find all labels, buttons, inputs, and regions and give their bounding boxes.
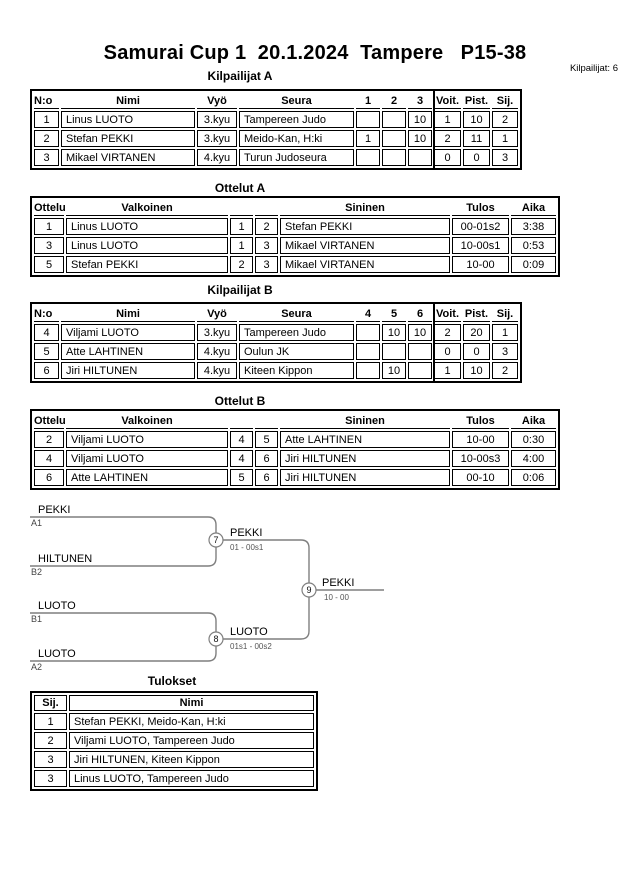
column-header-no: N:o xyxy=(34,306,59,322)
blue-number: 6 xyxy=(255,469,278,486)
competitors-b-table xyxy=(30,302,522,383)
result-name: Stefan PEKKI, Meido-Kan, H:ki xyxy=(69,713,314,730)
column-header-blue: Sininen xyxy=(280,200,450,216)
competitor-row xyxy=(34,324,518,341)
competitors-a-table xyxy=(30,89,522,170)
white-name: Viljami LUOTO xyxy=(66,450,228,467)
score-cell xyxy=(356,343,380,360)
section-title-results: Tulokset xyxy=(147,674,197,688)
result-place: 1 xyxy=(34,713,67,730)
column-header-empty xyxy=(255,413,278,429)
wins-cell: 1 xyxy=(434,362,461,379)
blue-number: 3 xyxy=(255,256,278,273)
white-name: Stefan PEKKI xyxy=(66,256,228,273)
match-9-score: 10 - 00 xyxy=(324,593,349,602)
competitor-row xyxy=(34,343,518,360)
result-place: 3 xyxy=(34,770,67,787)
blue-number: 6 xyxy=(255,450,278,467)
header-row xyxy=(34,93,518,109)
result-row xyxy=(34,751,314,768)
place-cell: 3 xyxy=(492,343,518,360)
column-header-time: Aika xyxy=(511,200,556,216)
match-row xyxy=(34,431,556,448)
bracket-slot-code-b2: B2 xyxy=(31,567,43,577)
competitor-number: 4 xyxy=(34,324,59,341)
competitors-count-label: Kilpailijat: 6 xyxy=(569,63,618,74)
bracket-slot-name-b1: LUOTO xyxy=(38,600,76,612)
match-9-number: 9 xyxy=(306,585,312,595)
score-cell: 10 xyxy=(382,324,406,341)
competitor-club: Turun Judoseura xyxy=(239,149,354,166)
white-number: 1 xyxy=(230,237,253,254)
result-row xyxy=(34,770,314,787)
blue-name: Mikael VIRTANEN xyxy=(280,237,450,254)
match-number: 1 xyxy=(34,218,64,235)
place-cell: 2 xyxy=(492,111,518,128)
column-header-club: Seura xyxy=(239,306,354,322)
bracket-line-b1 xyxy=(30,613,216,632)
competitor-belt: 4.kyu xyxy=(197,362,237,379)
column-header-name: Nimi xyxy=(69,695,314,711)
match-7-score: 01 - 00s1 xyxy=(230,543,264,552)
points-cell: 0 xyxy=(463,343,490,360)
bracket-slot-code-b1: B1 xyxy=(31,614,43,624)
column-header-name: Nimi xyxy=(61,93,195,109)
column-header-time: Aika xyxy=(511,413,556,429)
match-number: 3 xyxy=(34,237,64,254)
white-name: Atte LAHTINEN xyxy=(66,469,228,486)
blue-number: 5 xyxy=(255,431,278,448)
points-cell: 0 xyxy=(463,149,490,166)
match-result: 00-01s2 xyxy=(452,218,509,235)
elimination-bracket xyxy=(0,495,430,685)
score-cell xyxy=(408,149,432,166)
competitor-row xyxy=(34,149,518,166)
white-number: 4 xyxy=(230,431,253,448)
column-header-wins: Voit. xyxy=(434,306,461,322)
score-cell xyxy=(382,130,406,147)
competitor-row xyxy=(34,111,518,128)
match-8-winner: LUOTO xyxy=(230,626,268,638)
wins-cell: 0 xyxy=(434,149,461,166)
match-result: 10-00s3 xyxy=(452,450,509,467)
header-row xyxy=(34,413,556,429)
column-header-place: Sij. xyxy=(34,695,67,711)
matches-b-table xyxy=(30,409,560,490)
result-name: Jiri HILTUNEN, Kiteen Kippon xyxy=(69,751,314,768)
match-result: 10-00 xyxy=(452,256,509,273)
match-row xyxy=(34,469,556,486)
blue-name: Atte LAHTINEN xyxy=(280,431,450,448)
column-header-place: Sij. xyxy=(492,306,518,322)
column-header-points: Pist. xyxy=(463,306,490,322)
blue-number: 2 xyxy=(255,218,278,235)
match-8-score: 01s1 - 00s2 xyxy=(230,642,272,651)
blue-name: Jiri HILTUNEN xyxy=(280,450,450,467)
points-group-divider xyxy=(433,304,435,381)
wins-cell: 2 xyxy=(434,324,461,341)
match-row xyxy=(34,256,556,273)
points-cell: 11 xyxy=(463,130,490,147)
competitor-club: Meido-Kan, H:ki xyxy=(239,130,354,147)
match-8-number: 8 xyxy=(213,634,219,644)
header-row xyxy=(34,306,518,322)
section-title-competitors-a: Kilpailijat A xyxy=(207,69,273,83)
column-header-belt: Vyö xyxy=(197,93,237,109)
competitor-row xyxy=(34,130,518,147)
competitor-club: Oulun JK xyxy=(239,343,354,360)
white-name: Viljami LUOTO xyxy=(66,431,228,448)
place-cell: 3 xyxy=(492,149,518,166)
score-cell: 10 xyxy=(382,362,406,379)
match-9-winner: PEKKI xyxy=(322,577,355,589)
match-time: 0:06 xyxy=(511,469,556,486)
competitor-club: Tampereen Judo xyxy=(239,111,354,128)
place-cell: 1 xyxy=(492,130,518,147)
place-cell: 2 xyxy=(492,362,518,379)
score-cell xyxy=(382,343,406,360)
result-name: Linus LUOTO, Tampereen Judo xyxy=(69,770,314,787)
match-row xyxy=(34,237,556,254)
score-cell: 1 xyxy=(356,130,380,147)
results-table xyxy=(30,691,318,791)
result-place: 3 xyxy=(34,751,67,768)
result-row xyxy=(34,732,314,749)
points-cell: 10 xyxy=(463,111,490,128)
competitor-belt: 4.kyu xyxy=(197,343,237,360)
white-number: 1 xyxy=(230,218,253,235)
blue-name: Jiri HILTUNEN xyxy=(280,469,450,486)
competitor-row xyxy=(34,362,518,379)
place-cell: 1 xyxy=(492,324,518,341)
score-cell xyxy=(408,343,432,360)
column-header-opp1: 1 xyxy=(356,93,380,109)
match-time: 0:09 xyxy=(511,256,556,273)
match-row xyxy=(34,218,556,235)
bracket-slot-code-a2: A2 xyxy=(31,662,43,672)
matches-a-table xyxy=(30,196,560,277)
match-result: 00-10 xyxy=(452,469,509,486)
score-cell xyxy=(356,362,380,379)
competitor-belt: 3.kyu xyxy=(197,324,237,341)
column-header-wins: Voit. xyxy=(434,93,461,109)
competitor-number: 2 xyxy=(34,130,59,147)
match-row xyxy=(34,450,556,467)
white-number: 4 xyxy=(230,450,253,467)
score-cell xyxy=(356,111,380,128)
white-name: Linus LUOTO xyxy=(66,237,228,254)
column-header-white: Valkoinen xyxy=(66,200,228,216)
competitor-number: 6 xyxy=(34,362,59,379)
result-row xyxy=(34,713,314,730)
white-name: Linus LUOTO xyxy=(66,218,228,235)
column-header-empty xyxy=(255,200,278,216)
match-time: 3:38 xyxy=(511,218,556,235)
score-cell xyxy=(356,324,380,341)
score-cell: 10 xyxy=(408,130,432,147)
competitor-belt: 3.kyu xyxy=(197,130,237,147)
column-header-result: Tulos xyxy=(452,413,509,429)
score-cell xyxy=(382,111,406,128)
match-number: 5 xyxy=(34,256,64,273)
blue-name: Stefan PEKKI xyxy=(280,218,450,235)
bracket-slot-name-b2: HILTUNEN xyxy=(38,553,93,565)
page-title: Samurai Cup 1 20.1.2024 Tampere P15-38 xyxy=(103,42,527,64)
competitor-belt: 4.kyu xyxy=(197,149,237,166)
competitor-number: 1 xyxy=(34,111,59,128)
header-row xyxy=(34,695,314,711)
wins-cell: 2 xyxy=(434,130,461,147)
match-time: 0:30 xyxy=(511,431,556,448)
points-cell: 10 xyxy=(463,362,490,379)
match-time: 4:00 xyxy=(511,450,556,467)
match-result: 10-00 xyxy=(452,431,509,448)
competitor-belt: 3.kyu xyxy=(197,111,237,128)
competitor-name: Viljami LUOTO xyxy=(61,324,195,341)
match-number: 2 xyxy=(34,431,64,448)
column-header-place: Sij. xyxy=(492,93,518,109)
wins-cell: 0 xyxy=(434,343,461,360)
column-header-white: Valkoinen xyxy=(66,413,228,429)
score-cell xyxy=(382,149,406,166)
bracket-line-a1 xyxy=(30,517,216,533)
column-header-opp2: 2 xyxy=(382,93,406,109)
competitor-club: Kiteen Kippon xyxy=(239,362,354,379)
section-title-matches-b: Ottelut B xyxy=(214,394,266,408)
bracket-slot-code-a1: A1 xyxy=(31,518,43,528)
competitor-name: Jiri HILTUNEN xyxy=(61,362,195,379)
competitor-number: 3 xyxy=(34,149,59,166)
column-header-no: N:o xyxy=(34,93,59,109)
score-cell xyxy=(408,362,432,379)
column-header-opp4: 4 xyxy=(356,306,380,322)
column-header-result: Tulos xyxy=(452,200,509,216)
column-header-name: Nimi xyxy=(61,306,195,322)
competitor-club: Tampereen Judo xyxy=(239,324,354,341)
competitor-number: 5 xyxy=(34,343,59,360)
section-title-matches-a: Ottelut A xyxy=(214,181,266,195)
column-header-empty xyxy=(230,413,253,429)
section-title-competitors-b: Kilpailijat B xyxy=(207,283,273,297)
blue-name: Mikael VIRTANEN xyxy=(280,256,450,273)
match-number: 4 xyxy=(34,450,64,467)
column-header-club: Seura xyxy=(239,93,354,109)
competitor-name: Mikael VIRTANEN xyxy=(61,149,195,166)
bracket-slot-name-a1: PEKKI xyxy=(38,504,71,516)
result-name: Viljami LUOTO, Tampereen Judo xyxy=(69,732,314,749)
competitor-name: Linus LUOTO xyxy=(61,111,195,128)
white-number: 2 xyxy=(230,256,253,273)
column-header-blue: Sininen xyxy=(280,413,450,429)
column-header-match: Ottelu xyxy=(34,413,64,429)
result-place: 2 xyxy=(34,732,67,749)
score-cell: 10 xyxy=(408,111,432,128)
match-number: 6 xyxy=(34,469,64,486)
score-cell: 10 xyxy=(408,324,432,341)
match-7-number: 7 xyxy=(213,535,219,545)
competitor-name: Stefan PEKKI xyxy=(61,130,195,147)
column-header-belt: Vyö xyxy=(197,306,237,322)
points-group-divider xyxy=(433,91,435,168)
white-number: 5 xyxy=(230,469,253,486)
column-header-opp3: 3 xyxy=(408,93,432,109)
points-cell: 20 xyxy=(463,324,490,341)
column-header-points: Pist. xyxy=(463,93,490,109)
column-header-opp6: 6 xyxy=(408,306,432,322)
score-cell xyxy=(356,149,380,166)
column-header-opp5: 5 xyxy=(382,306,406,322)
wins-cell: 1 xyxy=(434,111,461,128)
column-header-empty xyxy=(230,200,253,216)
column-header-match: Ottelu xyxy=(34,200,64,216)
competitor-name: Atte LAHTINEN xyxy=(61,343,195,360)
bracket-slot-name-a2: LUOTO xyxy=(38,648,76,660)
match-result: 10-00s1 xyxy=(452,237,509,254)
blue-number: 3 xyxy=(255,237,278,254)
match-time: 0:53 xyxy=(511,237,556,254)
match-7-winner: PEKKI xyxy=(230,527,263,539)
bracket-lines xyxy=(30,517,384,661)
header-row xyxy=(34,200,556,216)
